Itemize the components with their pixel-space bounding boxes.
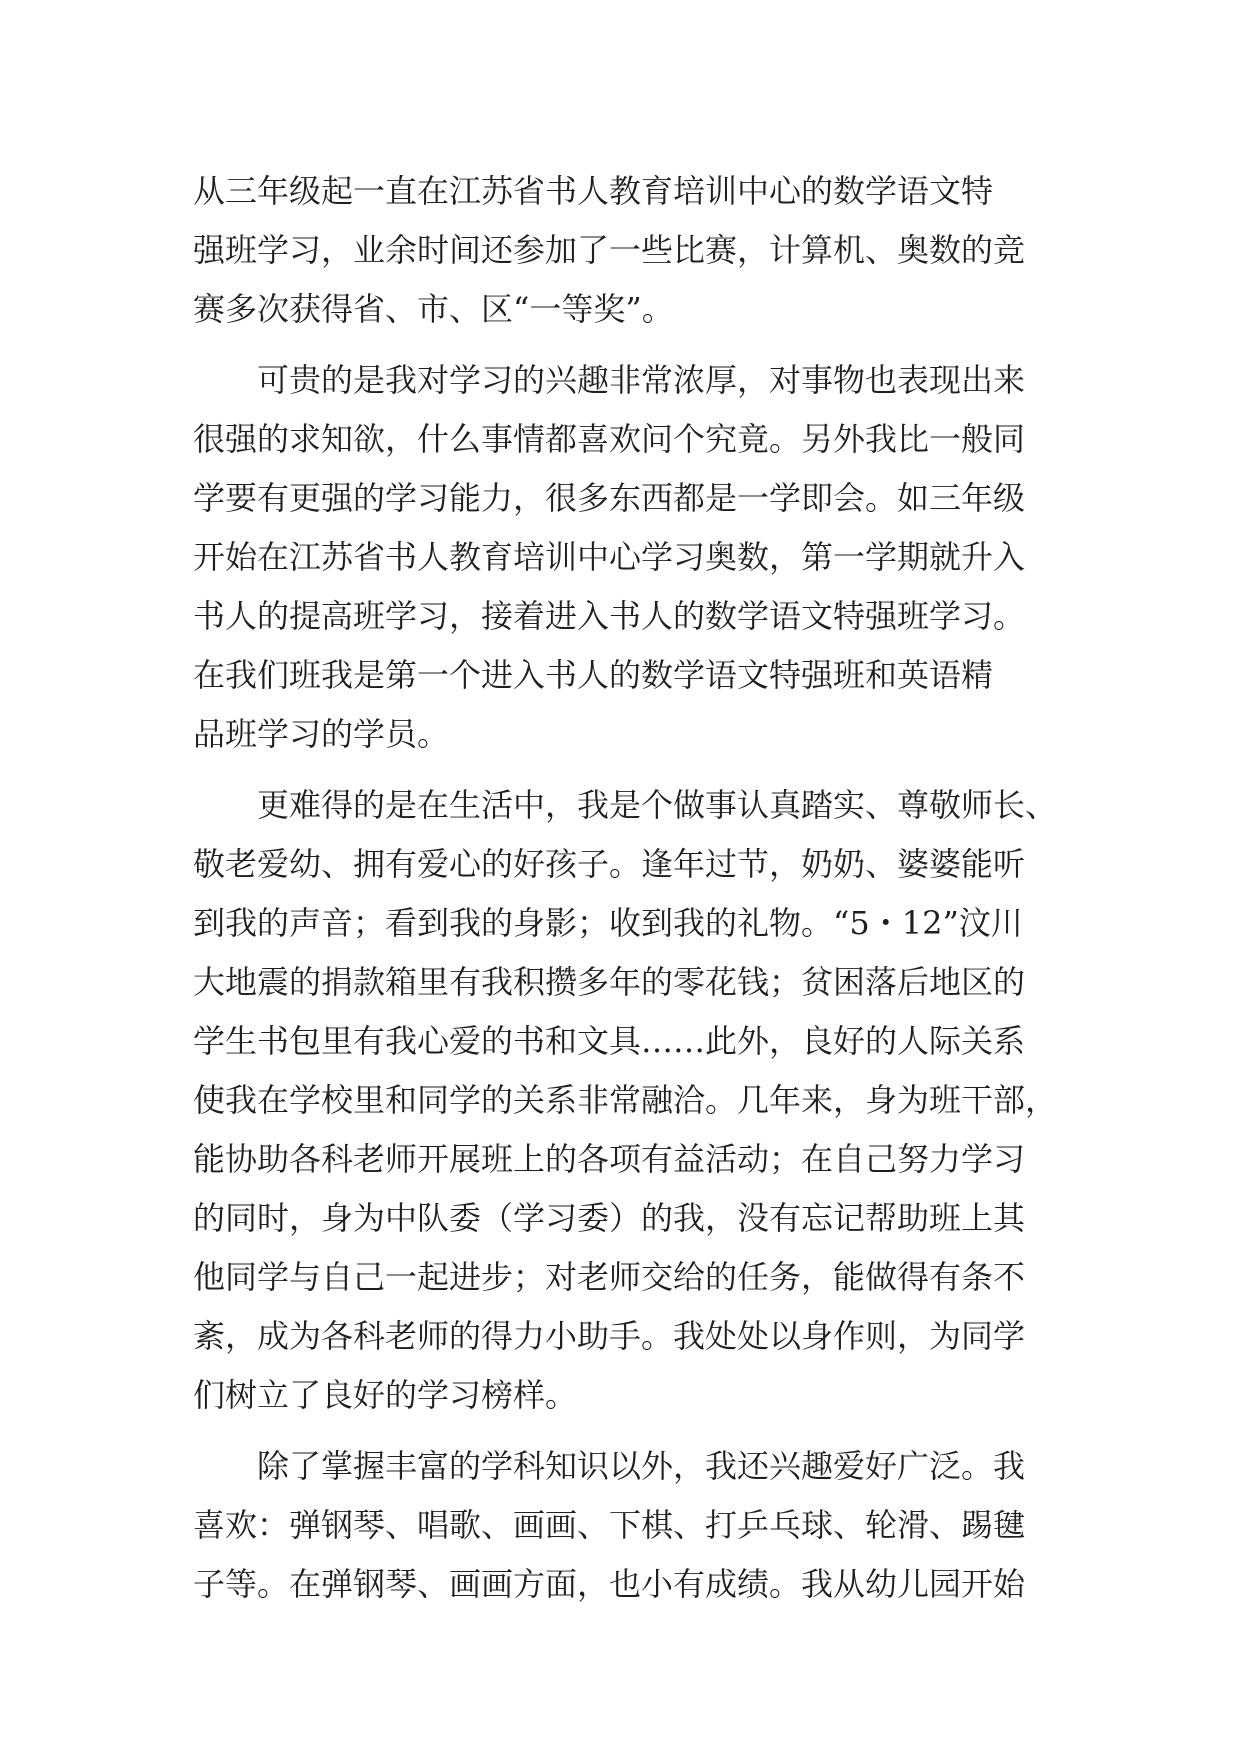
text-line: 学要有更强的学习能力，很多东西都是一学即会。如三年级 xyxy=(193,479,1026,517)
text-line: 们树立了良好的学习榜样。 xyxy=(193,1376,578,1414)
text-line: 强班学习，业余时间还参加了一些比赛，计算机、奥数的竞 xyxy=(193,231,1026,269)
paragraph-spacer xyxy=(193,764,1073,776)
text-line: 紊，成为各科老师的得力小助手。我处处以身作则，为同学 xyxy=(193,1317,1026,1355)
text-line: 使我在学校里和同学的关系非常融洽。几年来，身为班干部， xyxy=(193,1081,1058,1119)
paragraph xyxy=(193,351,1073,764)
text-line: 很强的求知欲，什么事情都喜欢问个究竟。另外我比一般同 xyxy=(193,420,1026,458)
text-line: 的同时，身为中队委（学习委）的我，没有忘记帮助班上其 xyxy=(193,1199,1026,1237)
text-line: 更难得的是在生活中，我是个做事认真踏实、尊敬师长、 xyxy=(193,786,1058,824)
text-line: 喜欢：弹钢琴、唱歌、画画、下棋、打乒乓球、轮滑、踢毽 xyxy=(193,1506,1026,1544)
text-line: 子等。在弹钢琴、画画方面，也小有成绩。我从幼儿园开始 xyxy=(193,1565,1026,1603)
text-line: 在我们班我是第一个进入书人的数学语文特强班和英语精 xyxy=(193,656,994,694)
text-line: 敬老爱幼、拥有爱心的好孩子。逢年过节，奶奶、婆婆能听 xyxy=(193,845,1026,883)
text-line: 赛多次获得省、市、区“一等奖”。 xyxy=(193,290,674,328)
text-line: 书人的提高班学习，接着进入书人的数学语文特强班学习。 xyxy=(193,597,1026,635)
text-line: 开始在江苏省书人教育培训中心学习奥数，第一学期就升入 xyxy=(193,538,1026,576)
paragraph-spacer xyxy=(193,339,1073,351)
paragraph xyxy=(193,162,1073,339)
text-line: 他同学与自己一起进步；对老师交给的任务，能做得有条不 xyxy=(193,1258,1026,1296)
text-line: 除了掌握丰富的学科知识以外，我还兴趣爱好广泛。我 xyxy=(193,1447,1026,1485)
paragraph-spacer xyxy=(193,1425,1073,1437)
text-line: 学生书包里有我心爱的书和文具……此外，良好的人际关系 xyxy=(193,1022,1026,1060)
text-line: 到我的声音；看到我的身影；收到我的礼物。“5・12”汶川 xyxy=(193,904,1023,942)
text-line: 从三年级起一直在江苏省书人教育培训中心的数学语文特 xyxy=(193,172,994,210)
paragraph xyxy=(193,776,1073,1425)
paragraph xyxy=(193,1437,1073,1614)
document-body xyxy=(193,162,1073,1614)
text-line: 能协助各科老师开展班上的各项有益活动；在自己努力学习 xyxy=(193,1140,1026,1178)
text-line: 可贵的是我对学习的兴趣非常浓厚，对事物也表现出来 xyxy=(193,361,1026,399)
text-line: 大地震的捐款箱里有我积攒多年的零花钱；贫困落后地区的 xyxy=(193,963,1026,1001)
text-line: 品班学习的学员。 xyxy=(193,715,450,753)
